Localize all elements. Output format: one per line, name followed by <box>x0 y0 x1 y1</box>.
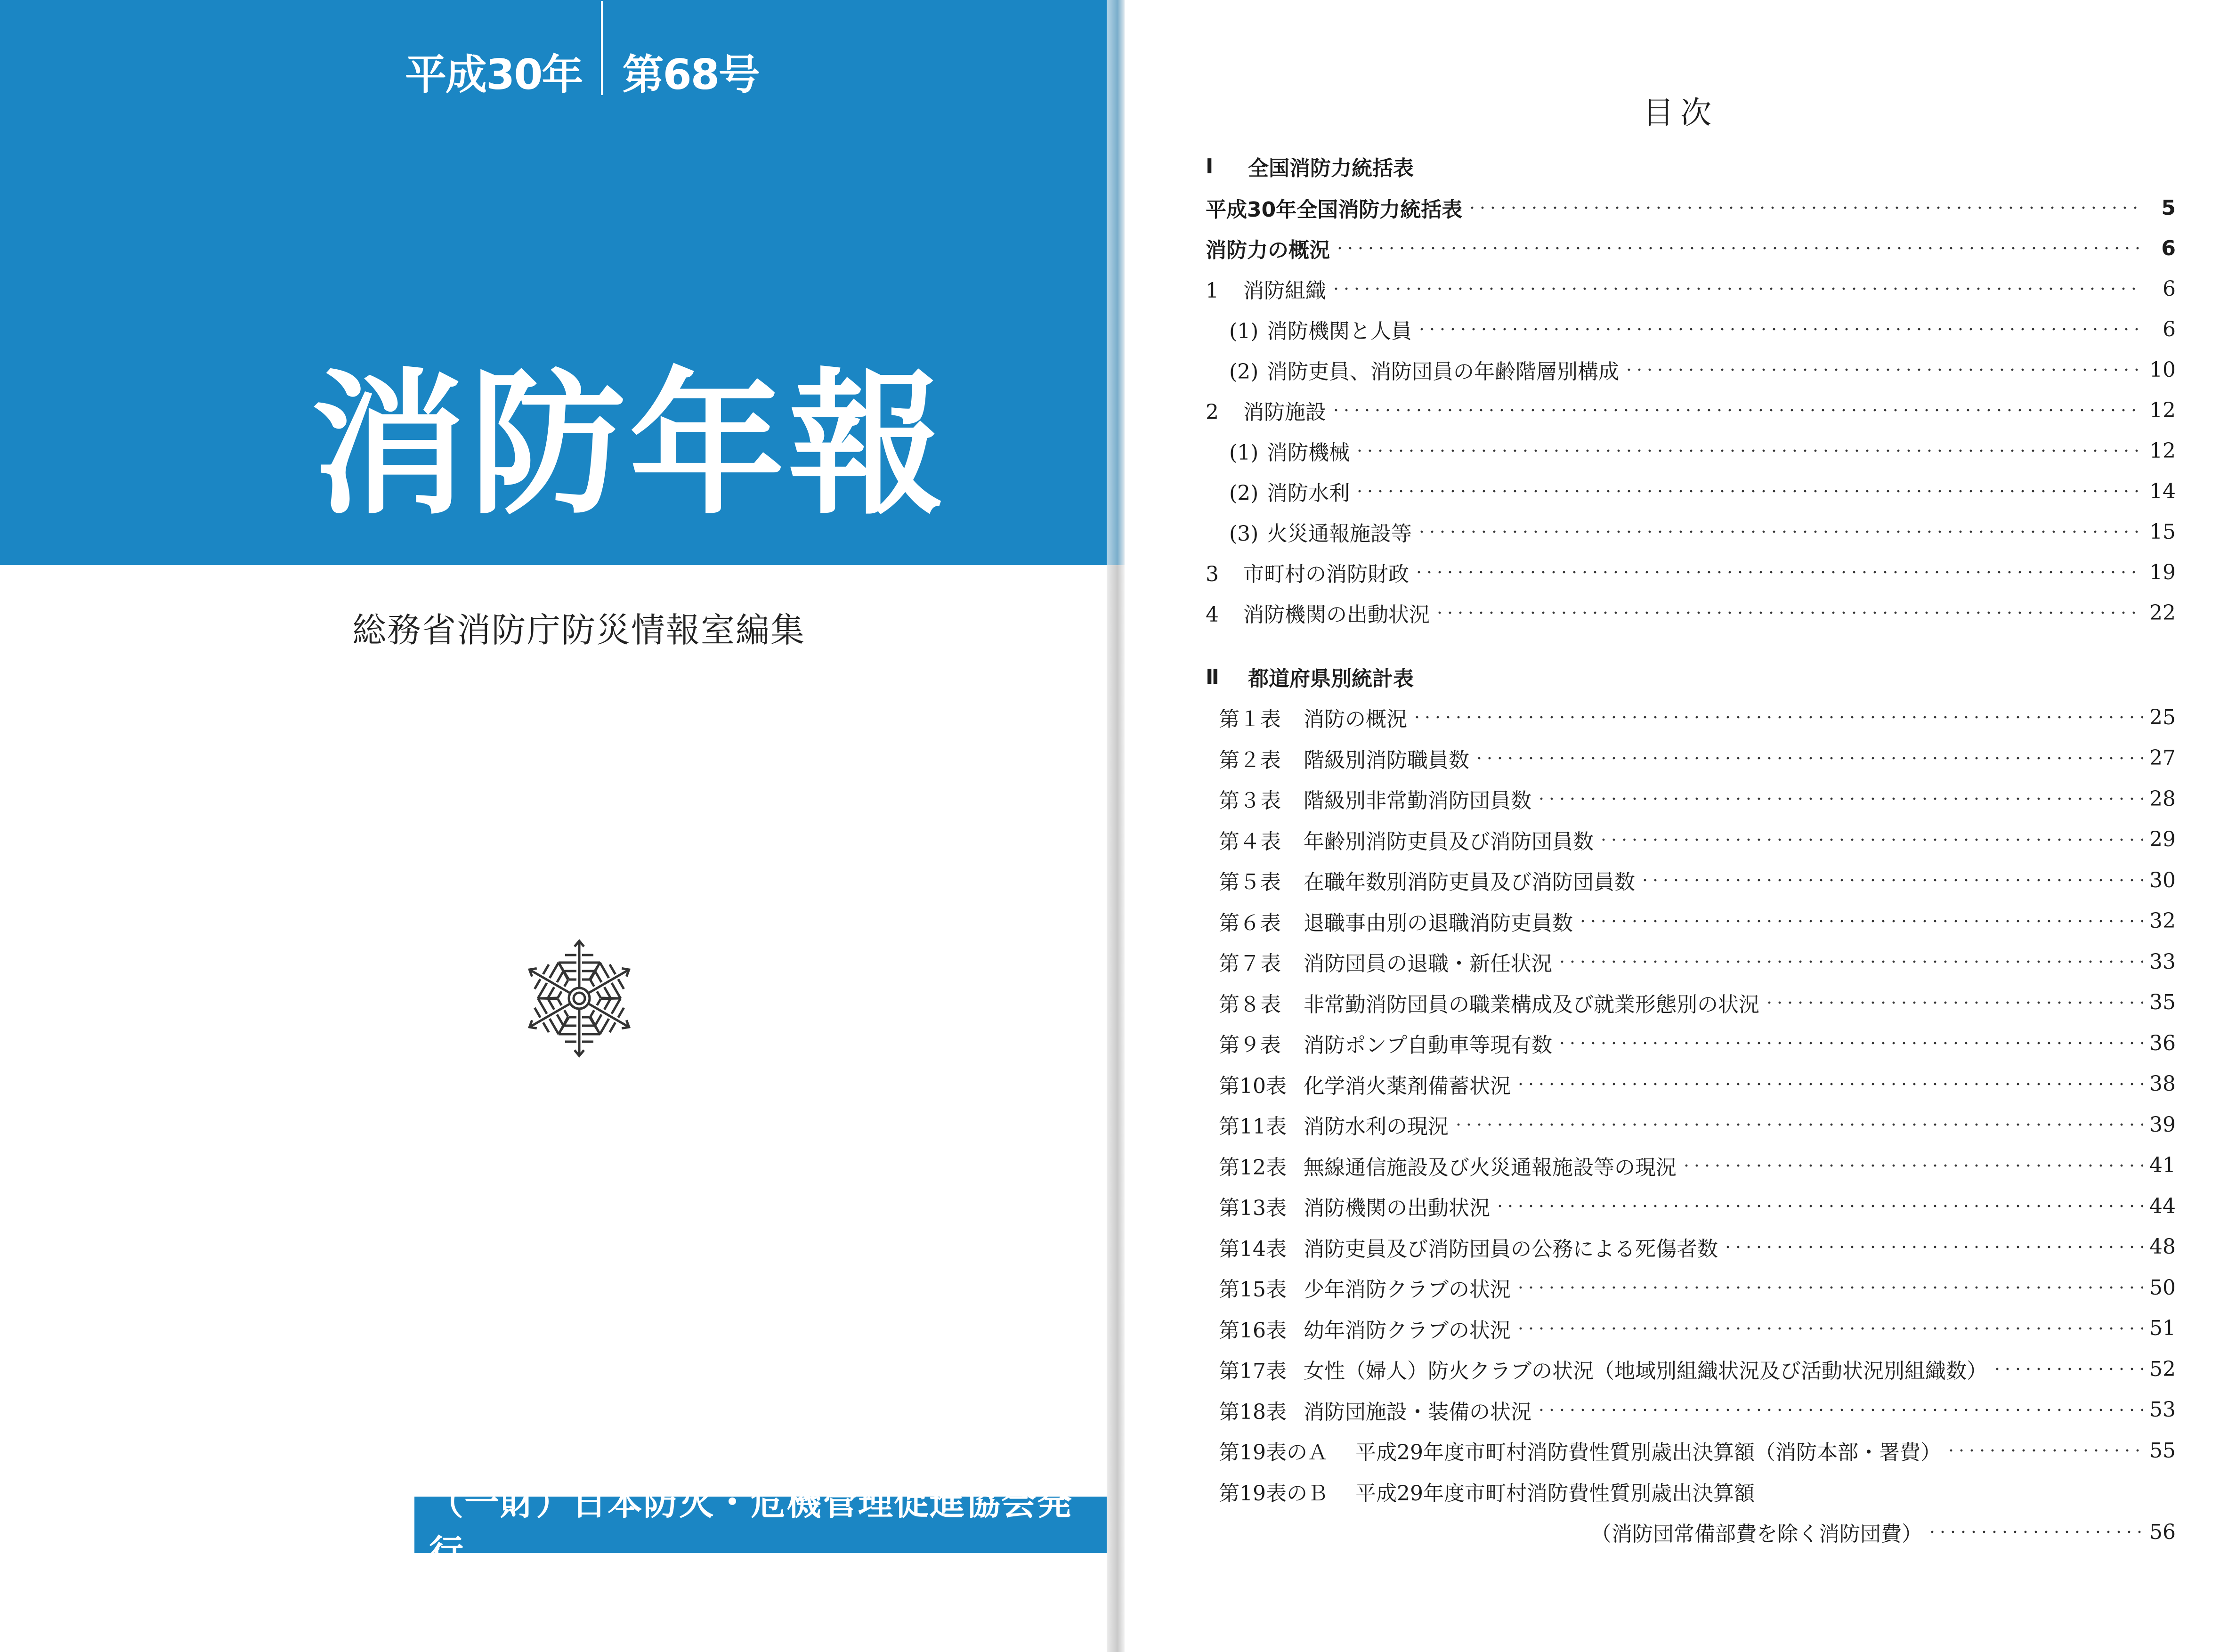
toc-entry-page: 10 <box>2149 357 2176 382</box>
contents-heading: 目次 <box>1643 95 1718 131</box>
toc-entry-number: 第９表 <box>1219 1033 1281 1057</box>
toc-entry-page: 52 <box>2149 1357 2176 1381</box>
toc-entry-label: 無線通信施設及び火災通報施設等の現況 <box>1304 1155 1677 1180</box>
toc-entry-label: 階級別消防職員数 <box>1304 748 1469 772</box>
toc-entry-page: 6 <box>2161 236 2176 260</box>
toc-entry-label: 火災通報施設等 <box>1267 522 1412 546</box>
toc-entry[interactable] <box>1219 1352 2176 1385</box>
section-heading <box>1206 660 2176 693</box>
fire-department-emblem-icon <box>518 937 640 1060</box>
leader-dots <box>1992 1368 2143 1370</box>
leader-dots <box>1467 206 2143 209</box>
toc-entry[interactable] <box>1229 475 2176 508</box>
toc-entry[interactable] <box>1219 1475 2176 1508</box>
leader-dots <box>1764 1001 2143 1004</box>
leader-dots <box>1474 757 2143 760</box>
toc-entry-label: 消防団施設・装備の状況 <box>1304 1400 1531 1424</box>
toc-entry-page: 33 <box>2149 949 2176 974</box>
contents-page <box>1125 0 2236 1652</box>
cover-editor: 総務省消防庁防災情報室編集 <box>352 610 806 650</box>
leader-dots <box>1946 1449 2143 1452</box>
toc-entry-page: 12 <box>2149 438 2176 463</box>
toc-entry-number: 第15表 <box>1219 1278 1287 1302</box>
toc-entry-number: 第17表 <box>1219 1359 1287 1383</box>
toc-entry[interactable] <box>1219 864 2176 897</box>
leader-dots <box>1536 1409 2143 1411</box>
publisher-band <box>414 1482 1107 1573</box>
toc-entry-number: 2 <box>1206 400 1219 424</box>
leader-dots <box>1557 960 2143 963</box>
toc-entry-label: 少年消防クラブの状況 <box>1304 1278 1511 1302</box>
toc-entry-number: 第14表 <box>1219 1237 1287 1261</box>
toc-entry-number: (2) <box>1229 360 1259 384</box>
toc-entry[interactable] <box>1219 823 2176 856</box>
cover-title: 消防年報 <box>311 355 948 535</box>
toc-entry-number: 第８表 <box>1219 992 1281 1017</box>
toc-entry-label: 平成29年度市町村消防費性質別歳出決算額 <box>1355 1481 1755 1506</box>
toc-entry-label: 平成29年度市町村消防費性質別歳出決算額（消防本部・署費） <box>1355 1441 1941 1465</box>
toc-entry-label: 消防水利の現況 <box>1304 1115 1449 1139</box>
toc-entry-page: 50 <box>2149 1275 2176 1300</box>
section-number: Ⅱ <box>1206 664 1219 689</box>
toc-entry-number: 第７表 <box>1219 952 1281 976</box>
toc-entry-number: 第４表 <box>1219 829 1281 854</box>
toc-entry-number: 第５表 <box>1219 870 1281 894</box>
toc-entry-label: 女性（婦人）防火クラブの状況（地域別組織状況及び活動状況別組織数） <box>1304 1359 1987 1383</box>
toc-entry[interactable] <box>1229 353 2176 386</box>
toc-entry-number: 第19表のＢ <box>1219 1481 1328 1506</box>
toc-entry[interactable] <box>1219 742 2176 775</box>
toc-entry-number: 第６表 <box>1219 911 1281 935</box>
leader-dots <box>1640 879 2143 882</box>
toc-entry-label: 消防吏員及び消防団員の公務による死傷者数 <box>1304 1237 1718 1261</box>
toc-entry[interactable] <box>1206 596 2176 629</box>
toc-entry[interactable] <box>1219 1434 2176 1467</box>
toc-entry-page: 32 <box>2149 909 2176 933</box>
leader-dots <box>1723 1246 2143 1248</box>
toc-entry-label: 年齢別消防吏員及び消防団員数 <box>1304 829 1594 854</box>
toc-entry-label: 消防機関と人員 <box>1267 319 1412 343</box>
toc-entry-number: 第11表 <box>1219 1115 1287 1139</box>
section-heading <box>1206 150 2176 183</box>
toc-entry[interactable] <box>1219 701 2176 734</box>
section-title: 全国消防力統括表 <box>1248 156 1414 180</box>
toc-entry-page: 51 <box>2149 1316 2176 1340</box>
leader-dots <box>1335 247 2143 250</box>
leader-dots <box>1495 1205 2143 1207</box>
toc-entry-label: 市町村の消防財政 <box>1243 562 1409 586</box>
toc-entry-page: 19 <box>2149 560 2176 584</box>
toc-entry-page: 55 <box>2149 1438 2176 1463</box>
publisher-name: （一財）日本防火・危機管理促進協会発行 <box>429 1482 1073 1573</box>
toc-entry-number: 第19表のＡ <box>1219 1441 1328 1465</box>
toc-entry-number: 第13表 <box>1219 1196 1287 1220</box>
toc-entry[interactable] <box>1219 1515 2176 1548</box>
toc-entry[interactable] <box>1219 986 2176 1019</box>
toc-entry-number: 第３表 <box>1219 789 1281 813</box>
leader-dots <box>1557 1042 2143 1045</box>
toc-entry-label: 平成30年全国消防力統括表 <box>1206 198 1463 222</box>
toc-entry-number: (1) <box>1229 319 1259 343</box>
toc-entry[interactable] <box>1229 434 2176 467</box>
toc-entry[interactable] <box>1219 1231 2176 1263</box>
section-title: 都道府県別統計表 <box>1248 667 1414 691</box>
toc-entry-page: 29 <box>2149 827 2176 851</box>
toc-entry-page: 44 <box>2149 1194 2176 1218</box>
leader-dots <box>1434 611 2143 614</box>
toc-entry-label: 消防機械 <box>1267 441 1350 465</box>
toc-entry-label: 在職年数別消防吏員及び消防団員数 <box>1304 870 1635 894</box>
toc-entry-number: (2) <box>1229 481 1259 505</box>
toc-entry-page: 27 <box>2149 746 2176 770</box>
leader-dots <box>1453 1123 2143 1126</box>
toc-entry[interactable] <box>1219 1190 2176 1223</box>
toc-entry-label: （消防団常備部費を除く消防団費） <box>1591 1522 1922 1546</box>
toc-entry-page: 12 <box>2149 398 2176 422</box>
toc-entry-label: 消防の概況 <box>1304 707 1407 731</box>
leader-dots <box>1414 571 2143 574</box>
toc-entry[interactable] <box>1219 1312 2176 1345</box>
toc-entry[interactable] <box>1229 313 2176 346</box>
leader-dots <box>1331 287 2143 290</box>
toc-entry[interactable] <box>1219 1393 2176 1426</box>
toc-entry-page: 38 <box>2149 1072 2176 1096</box>
cover-spine-edge-lower <box>1107 565 1125 1652</box>
toc-entry[interactable] <box>1219 1108 2176 1141</box>
leader-dots <box>1681 1164 2143 1167</box>
toc-entry-label: 消防団員の退職・新任状況 <box>1304 952 1552 976</box>
toc-entry-number: 1 <box>1206 279 1219 303</box>
toc-entry-page: 28 <box>2149 786 2176 811</box>
toc-entry-page: 35 <box>2149 990 2176 1014</box>
toc-entry-label: 消防機関の出動状況 <box>1243 603 1430 627</box>
toc-entry-page: 48 <box>2149 1235 2176 1259</box>
toc-entry-label: 化学消火薬剤備蓄状況 <box>1304 1074 1511 1098</box>
leader-dots <box>1412 716 2143 719</box>
toc-entry-number: 第16表 <box>1219 1318 1287 1343</box>
issue-info <box>405 43 759 100</box>
toc-entry-number: (1) <box>1229 441 1259 465</box>
toc-entry-number: 第10表 <box>1219 1074 1287 1098</box>
leader-dots <box>1536 797 2143 800</box>
toc-entry-number: 4 <box>1206 603 1219 627</box>
toc-entry[interactable] <box>1206 272 2176 305</box>
toc-entry-label: 消防機関の出動状況 <box>1304 1196 1490 1220</box>
toc-entry-number: 3 <box>1206 562 1219 586</box>
toc-entry-page: 41 <box>2149 1153 2176 1177</box>
toc-entry-page: 5 <box>2161 195 2176 220</box>
issue-year: 平成30年 <box>405 50 583 99</box>
toc-entry-label: 消防組織 <box>1243 279 1326 303</box>
toc-entry[interactable] <box>1219 782 2176 815</box>
leader-dots <box>1515 1286 2143 1289</box>
leader-dots <box>1417 530 2143 533</box>
toc-entry-label: 消防吏員、消防団員の年齢階層別構成 <box>1267 360 1619 384</box>
toc-entry[interactable] <box>1206 556 2176 589</box>
toc-entry-page: 39 <box>2149 1112 2176 1137</box>
toc-entry-page: 15 <box>2149 519 2176 544</box>
toc-entry-label: 非常勤消防団員の職業構成及び就業形態別の状況 <box>1304 992 1759 1017</box>
leader-dots <box>1624 368 2143 371</box>
toc-entry[interactable] <box>1219 905 2176 938</box>
leader-dots <box>1417 328 2143 331</box>
section-number: Ⅰ <box>1206 154 1214 178</box>
toc-entry-label: 幼年消防クラブの状況 <box>1304 1318 1511 1343</box>
toc-entry-label: 消防力の概況 <box>1206 238 1330 262</box>
leader-dots <box>1331 409 2143 412</box>
leader-dots <box>1598 838 2143 841</box>
toc-entry-label: 退職事由別の退職消防吏員数 <box>1304 911 1573 935</box>
toc-entry-page: 25 <box>2149 705 2176 729</box>
toc-entry-page: 36 <box>2149 1031 2176 1055</box>
toc-entry-number: 第１表 <box>1219 707 1281 731</box>
toc-entry[interactable] <box>1219 1027 2176 1060</box>
toc-entry-page: 14 <box>2149 479 2176 503</box>
toc-entry-label: 消防施設 <box>1243 400 1326 424</box>
toc-entry[interactable] <box>1229 515 2176 548</box>
toc-entry-page: 6 <box>2163 276 2176 301</box>
issue-number: 第68号 <box>622 50 759 99</box>
toc-entry-number: 第12表 <box>1219 1155 1287 1180</box>
leader-dots <box>1578 920 2143 923</box>
toc-entry-page: 6 <box>2163 317 2176 341</box>
toc-entry[interactable] <box>1219 1271 2176 1304</box>
leader-dots <box>1515 1083 2143 1085</box>
leader-dots <box>1354 490 2143 493</box>
toc-entry[interactable] <box>1219 1149 2176 1182</box>
toc-entry[interactable] <box>1219 1068 2176 1101</box>
leader-dots <box>1927 1531 2143 1533</box>
toc-entry[interactable] <box>1206 394 2176 427</box>
toc-entry-page: 30 <box>2149 868 2176 892</box>
toc-entry-label: 消防水利 <box>1267 481 1350 505</box>
leader-dots <box>1515 1327 2143 1330</box>
toc-entry[interactable] <box>1206 232 2176 265</box>
toc-entry[interactable] <box>1219 945 2176 978</box>
toc-entry-number: 第18表 <box>1219 1400 1287 1424</box>
toc-entry-label: 階級別非常勤消防団員数 <box>1304 789 1531 813</box>
toc-entry-page: 53 <box>2149 1398 2176 1422</box>
toc-entry-number: 第２表 <box>1219 748 1281 772</box>
toc-entry-number: (3) <box>1229 522 1259 546</box>
issue-divider <box>601 1 603 95</box>
toc-entry-page: 22 <box>2149 600 2176 625</box>
toc-entry[interactable] <box>1206 191 2176 224</box>
toc-entry-page: 56 <box>2149 1520 2176 1544</box>
leader-dots <box>1354 449 2143 452</box>
toc-entry-label: 消防ポンプ自動車等現有数 <box>1304 1033 1552 1057</box>
